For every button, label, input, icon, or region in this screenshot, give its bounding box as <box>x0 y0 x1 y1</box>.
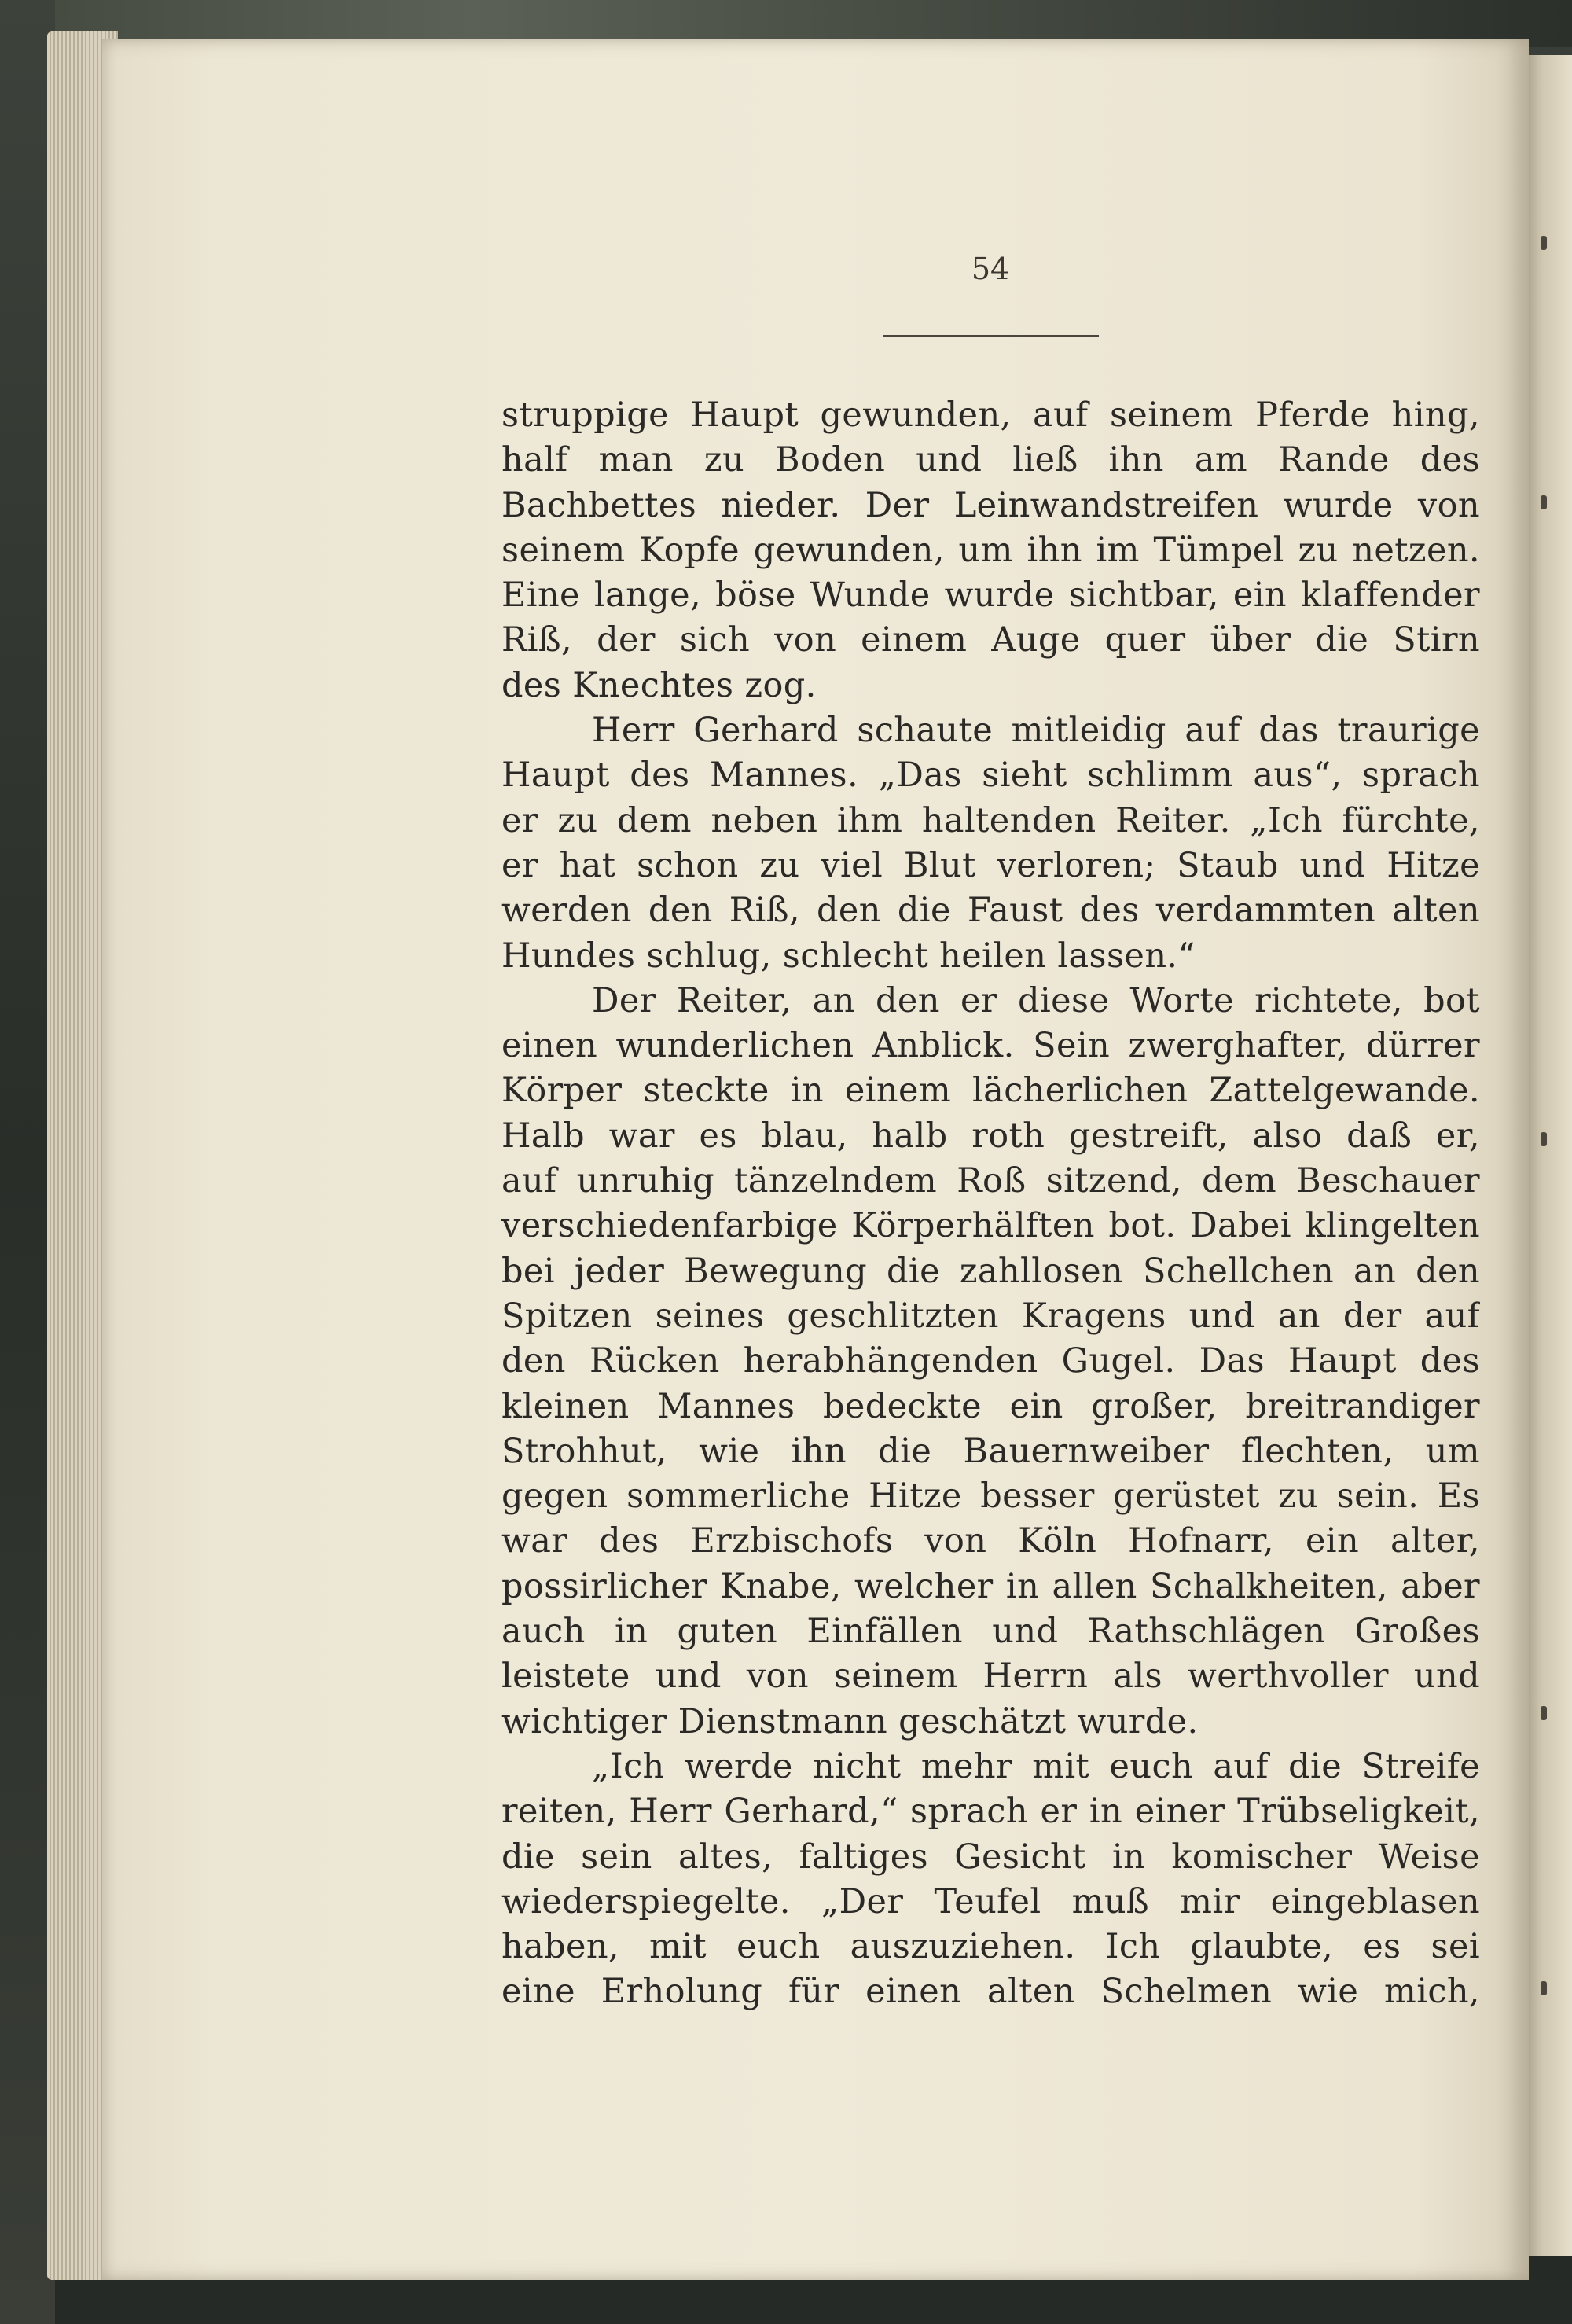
text-line: seinem Kopfe gewunden, um ihn im Tümpel zu netzen. <box>501 530 1480 570</box>
text-line: des Knechtes zog. <box>501 665 817 705</box>
text-line: wiederspiegelte. „Der Teufel muß mir eingeblasen <box>501 1881 1480 1921</box>
text-line: auch in guten Einfällen und Rathschlägen Großes <box>501 1612 1480 1652</box>
text-line: auf unruhig tänzelndem Roß sitzend, dem Beschauer <box>501 1161 1480 1201</box>
text-line: die sein altes, faltiges Gesicht in komischer Weise <box>501 1837 1480 1877</box>
page-number-rule <box>883 335 1099 337</box>
body-text <box>501 393 1480 2015</box>
margin-mark <box>1541 495 1547 509</box>
margin-mark <box>1541 236 1547 250</box>
text-line: den Rücken herabhängenden Gugel. Das Haupt des <box>501 1341 1480 1381</box>
text-line: kleinen Mannes bedeckte ein großer, breitrandiger <box>501 1386 1480 1426</box>
text-line: Eine lange, böse Wunde wurde sichtbar, ein klaffender <box>501 575 1480 616</box>
text-line: „Ich werde nicht mehr mit euch auf die Streife <box>592 1746 1480 1786</box>
text-line: struppige Haupt gewunden, auf seinem Pferde hing, <box>501 395 1480 435</box>
text-line: Strohhut, wie ihn die Bauernweiber flechten, um <box>501 1431 1480 1471</box>
text-line: Halb war es blau, halb roth gestreift, also daß er, <box>501 1116 1480 1156</box>
text-line: reiten, Herr Gerhard,“ sprach er in einer Trübseligkeit, <box>501 1792 1480 1832</box>
page-number: 54 <box>971 252 1010 286</box>
margin-mark <box>1541 1132 1547 1146</box>
book-page <box>102 39 1529 2280</box>
text-line: er hat schon zu viel Blut verloren; Staub und Hitze <box>501 845 1480 885</box>
margin-mark <box>1541 1706 1547 1720</box>
text-line: war des Erzbischofs von Köln Hofnarr, ein alter, <box>501 1521 1480 1561</box>
text-line: Herr Gerhard schaute mitleidig auf das traurige <box>592 711 1480 751</box>
text-line: Körper steckte in einem lächerlichen Zattelgewande. <box>501 1071 1480 1111</box>
text-line: Riß, der sich von einem Auge quer über die Stirn <box>501 620 1480 660</box>
text-line: half man zu Boden und ließ ihn am Rande des <box>501 440 1480 480</box>
text-line: Spitzen seines geschlitzten Kragens und an der auf <box>501 1296 1480 1336</box>
margin-marks <box>1541 236 1564 2044</box>
text-line: bei jeder Bewegung die zahllosen Schellchen an den <box>501 1251 1480 1291</box>
text-line: haben, mit euch auszuziehen. Ich glaubte, es sei <box>501 1927 1480 1967</box>
text-line: Der Reiter, an den er diese Worte richtete, bot <box>592 980 1480 1020</box>
text-line: eine Erholung für einen alten Schelmen wie mich, <box>501 1972 1480 2012</box>
text-line: einen wunderlichen Anblick. Sein zwerghafter, dürrer <box>501 1026 1480 1066</box>
margin-mark <box>1541 1981 1547 1995</box>
text-line: Hundes schlug, schlecht heilen lassen.“ <box>501 936 1196 976</box>
text-line: wichtiger Dienstmann geschätzt wurde. <box>501 1701 1199 1741</box>
text-line: Bachbettes nieder. Der Leinwandstreifen wurde von <box>501 485 1480 525</box>
text-line: er zu dem neben ihm haltenden Reiter. „Ich fürchte, <box>501 800 1480 840</box>
text-line: verschiedenfarbige Körperhälften bot. Dabei klingelten <box>501 1206 1480 1246</box>
text-line: Haupt des Mannes. „Das sieht schlimm aus“, sprach <box>501 756 1480 796</box>
text-line: werden den Riß, den die Faust des verdammten alten <box>501 891 1480 931</box>
text-line: gegen sommerliche Hitze besser gerüstet zu sein. Es <box>501 1476 1480 1517</box>
text-line: leistete und von seinem Herrn als werthvoller und <box>501 1657 1480 1697</box>
text-line: possirlicher Knabe, welcher in allen Schalkheiten, aber <box>501 1566 1480 1606</box>
